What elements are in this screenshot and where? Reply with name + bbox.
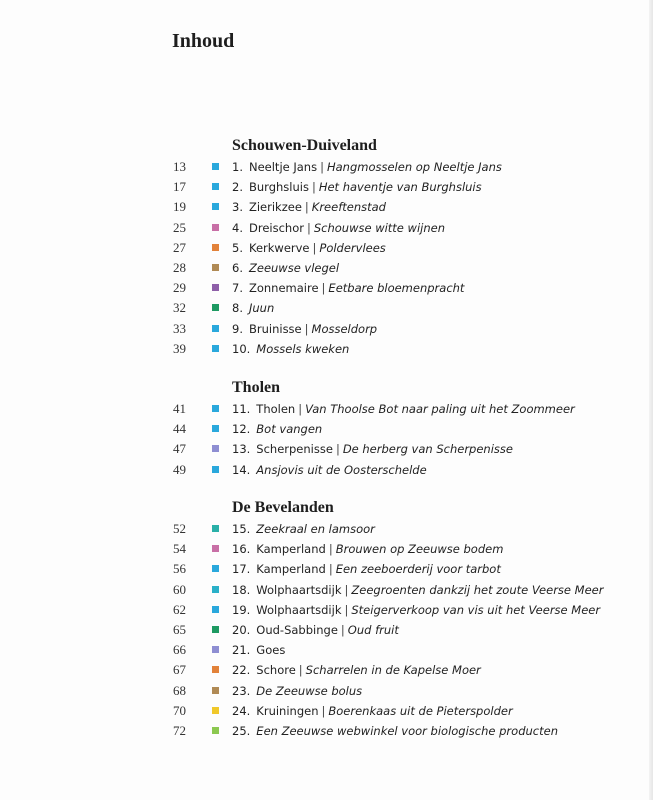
- toc-entry[interactable]: [0, 620, 653, 640]
- separator: |: [304, 200, 309, 215]
- page-number: 33: [173, 320, 186, 336]
- entry-title: [232, 539, 503, 559]
- page-number: 68: [173, 682, 186, 698]
- entry-place: Goes: [256, 643, 286, 658]
- entry-subtitle: Het haventje van Burghsluis: [318, 180, 482, 195]
- entry-subtitle: De Zeeuwse bolus: [256, 683, 363, 698]
- page-number: 44: [173, 421, 186, 437]
- entry-place: Zierikzee: [248, 200, 302, 215]
- color-marker: [212, 224, 219, 231]
- toc-entry[interactable]: [0, 278, 653, 298]
- toc-entry[interactable]: [0, 177, 653, 197]
- separator: |: [321, 281, 326, 296]
- color-marker: [212, 687, 219, 694]
- toc-entry[interactable]: [0, 640, 653, 660]
- toc-entry[interactable]: [0, 197, 653, 217]
- separator: |: [312, 240, 317, 255]
- separator: |: [298, 402, 303, 416]
- entry-number: 23.: [232, 683, 251, 698]
- page-number: 39: [173, 340, 186, 356]
- entry-title: [232, 238, 386, 258]
- entry-title: [232, 460, 427, 480]
- entry-number: 20.: [232, 623, 251, 637]
- entry-place: Burghsluis: [248, 180, 309, 195]
- separator: |: [344, 582, 349, 597]
- entry-subtitle: Hangmosselen op Neeltje Jans: [326, 160, 502, 174]
- color-marker: [212, 345, 219, 352]
- entry-subtitle: Van Thoolse Bot naar paling uit het Zoommeer: [305, 402, 575, 416]
- color-marker: [212, 646, 219, 653]
- entry-title: [232, 258, 339, 278]
- entry-number: 3.: [232, 200, 243, 215]
- entry-title: [232, 519, 375, 539]
- separator: |: [344, 602, 349, 617]
- separator: |: [311, 180, 316, 195]
- entry-place: Zonnemaire: [248, 281, 319, 296]
- page-title: Inhoud: [172, 30, 235, 52]
- color-marker: [212, 666, 219, 673]
- page-number: 41: [173, 401, 186, 416]
- color-marker: [212, 203, 219, 210]
- entry-subtitle: Zeekraal en lamsoor: [256, 522, 375, 536]
- page-number: 25: [173, 219, 186, 235]
- color-marker: [212, 525, 219, 532]
- separator: |: [320, 160, 324, 174]
- toc-entry[interactable]: [0, 519, 653, 539]
- entry-place: Dreischor: [248, 220, 304, 235]
- section-heading: De Bevelanden: [232, 499, 334, 516]
- entry-subtitle: De herberg van Scherpenisse: [342, 442, 513, 457]
- entry-subtitle: Juun: [248, 301, 275, 316]
- entry-subtitle: Oud fruit: [347, 623, 399, 637]
- entry-place: Kamperland: [256, 542, 326, 557]
- page-number: 66: [173, 642, 186, 658]
- entry-subtitle: Schouwse witte wijnen: [313, 220, 445, 235]
- entry-subtitle: Een Zeeuwse webwinkel voor biologische producten: [256, 724, 558, 738]
- entry-place: Wolphaartsdijk: [256, 582, 342, 597]
- entry-title: [232, 339, 349, 359]
- color-marker: [212, 163, 219, 170]
- entry-subtitle: Zeeuwse vlegel: [248, 261, 340, 275]
- entry-number: 13.: [232, 442, 251, 457]
- entry-subtitle: Poldervlees: [319, 240, 386, 255]
- toc-entry[interactable]: [0, 238, 653, 258]
- entry-number: 9.: [232, 321, 243, 336]
- entry-title: [232, 660, 481, 680]
- separator: |: [304, 321, 309, 336]
- entry-place: Kamperland: [256, 562, 326, 577]
- page-number: 47: [173, 441, 186, 457]
- toc-entry[interactable]: [0, 721, 653, 741]
- color-marker: [212, 325, 219, 332]
- color-marker: [212, 466, 219, 473]
- entry-subtitle: Zeegroenten dankzij het zoute Veerse Meer: [351, 582, 604, 597]
- color-marker: [212, 264, 219, 271]
- section-heading: Tholen: [232, 379, 281, 396]
- entry-number: 15.: [232, 522, 251, 536]
- entry-number: 18.: [232, 582, 251, 597]
- entry-place: Bruinisse: [248, 321, 302, 336]
- entry-subtitle: Brouwen op Zeeuwse bodem: [335, 542, 504, 557]
- entry-subtitle: Scharrelen in de Kapelse Moer: [305, 663, 481, 678]
- entry-number: 25.: [232, 724, 251, 738]
- entry-title: [232, 600, 600, 620]
- page-number: 49: [173, 461, 186, 477]
- entry-number: 5.: [232, 240, 243, 255]
- entry-number: 2.: [232, 180, 243, 195]
- entry-title: [232, 580, 603, 600]
- entry-title: [232, 681, 362, 701]
- entry-title: [232, 439, 513, 459]
- page-number: 17: [173, 179, 186, 195]
- entry-title: [232, 298, 274, 318]
- entry-subtitle: Mossels kweken: [256, 341, 350, 356]
- entry-subtitle: Ansjovis uit de Oosterschelde: [256, 462, 427, 477]
- entry-title: [232, 640, 285, 660]
- entry-number: 4.: [232, 220, 243, 235]
- separator: |: [328, 542, 333, 557]
- color-marker: [212, 565, 219, 572]
- entry-number: 19.: [232, 602, 251, 617]
- toc-entry[interactable]: [0, 399, 653, 419]
- entry-place: Wolphaartsdijk: [256, 602, 342, 617]
- entry-place: Schore: [256, 663, 296, 678]
- section-heading: Schouwen-Duiveland: [232, 137, 377, 154]
- toc-entry[interactable]: [0, 701, 653, 721]
- entry-title: [232, 177, 482, 197]
- page-number: 27: [173, 239, 186, 255]
- color-marker: [212, 425, 219, 432]
- page-number: 62: [173, 601, 186, 617]
- entry-subtitle: Bot vangen: [256, 422, 323, 437]
- entry-place: Neeltje Jans: [248, 160, 318, 174]
- page-number: 52: [173, 521, 186, 536]
- toc-entry[interactable]: [0, 580, 653, 600]
- color-marker: [212, 183, 219, 190]
- entry-title: [232, 278, 464, 298]
- toc-entry[interactable]: [0, 660, 653, 680]
- page-number: 72: [173, 723, 186, 738]
- toc-entry[interactable]: [0, 157, 653, 177]
- entry-title: [232, 399, 575, 419]
- page-number: 54: [173, 541, 186, 557]
- color-marker: [212, 284, 219, 291]
- toc-entry[interactable]: [0, 600, 653, 620]
- page-number: 60: [173, 581, 186, 597]
- color-marker: [212, 405, 219, 412]
- entry-subtitle: Een zeeboerderij voor tarbot: [335, 562, 501, 577]
- entry-number: 10.: [232, 341, 251, 356]
- entry-subtitle: Steigerverkoop van vis uit het Veerse Meer: [351, 602, 601, 617]
- toc-entry[interactable]: [0, 539, 653, 559]
- toc-entry[interactable]: [0, 460, 653, 480]
- toc-entry[interactable]: [0, 258, 653, 278]
- entry-title: [232, 319, 377, 339]
- page-number: 56: [173, 561, 186, 577]
- entry-subtitle: Kreeftenstad: [311, 200, 386, 215]
- separator: |: [298, 663, 303, 678]
- entry-number: 1.: [232, 160, 243, 174]
- toc-entry[interactable]: [0, 681, 653, 701]
- entry-number: 22.: [232, 663, 251, 678]
- separator: |: [328, 562, 333, 577]
- color-marker: [212, 707, 219, 714]
- entry-number: 21.: [232, 643, 251, 658]
- color-marker: [212, 304, 219, 311]
- entry-number: 16.: [232, 542, 251, 557]
- entry-title: [232, 559, 501, 579]
- page-number: 70: [173, 702, 186, 718]
- separator: |: [306, 220, 311, 235]
- toc-entry[interactable]: [0, 298, 653, 318]
- color-marker: [212, 244, 219, 251]
- separator: |: [340, 623, 345, 637]
- entry-place: Scherpenisse: [256, 442, 333, 457]
- entry-title: [232, 218, 445, 238]
- toc-entry[interactable]: [0, 439, 653, 459]
- entry-title: [232, 620, 399, 640]
- page-number: 29: [173, 280, 186, 296]
- color-marker: [212, 626, 219, 633]
- entry-subtitle: Eetbare bloemenpracht: [328, 281, 465, 296]
- entry-place: Tholen: [256, 402, 296, 416]
- toc-entry[interactable]: [0, 319, 653, 339]
- color-marker: [212, 445, 219, 452]
- entry-number: 24.: [232, 703, 251, 718]
- entry-number: 14.: [232, 462, 251, 477]
- entry-subtitle: Mosseldorp: [311, 321, 378, 336]
- entry-number: 8.: [232, 301, 243, 316]
- entry-number: 11.: [232, 402, 251, 416]
- page-number: 65: [173, 622, 186, 637]
- toc-entry[interactable]: [0, 218, 653, 238]
- entry-place: Kerkwerve: [248, 240, 310, 255]
- toc-entry[interactable]: [0, 339, 653, 359]
- separator: |: [321, 703, 326, 718]
- color-marker: [212, 727, 219, 734]
- page-number: 19: [173, 199, 186, 215]
- entry-number: 17.: [232, 562, 251, 577]
- entry-number: 12.: [232, 422, 251, 437]
- page-number: 28: [173, 260, 186, 275]
- entry-number: 7.: [232, 281, 243, 296]
- toc-entry[interactable]: [0, 419, 653, 439]
- entry-title: [232, 721, 558, 741]
- entry-title: [232, 419, 322, 439]
- entry-place: Oud-Sabbinge: [256, 623, 338, 637]
- separator: |: [335, 442, 340, 457]
- entry-title: [232, 197, 386, 217]
- entry-number: 6.: [232, 261, 243, 275]
- page-number: 13: [173, 159, 186, 174]
- entry-place: Kruiningen: [256, 703, 319, 718]
- toc-entry[interactable]: [0, 559, 653, 579]
- color-marker: [212, 586, 219, 593]
- page-number: 32: [173, 300, 186, 316]
- page-edge-shadow: [649, 0, 653, 800]
- color-marker: [212, 606, 219, 613]
- entry-title: [232, 157, 502, 177]
- entry-title: [232, 701, 513, 721]
- page-number: 67: [173, 662, 186, 678]
- entry-subtitle: Boerenkaas uit de Pieterspolder: [328, 703, 513, 718]
- color-marker: [212, 545, 219, 552]
